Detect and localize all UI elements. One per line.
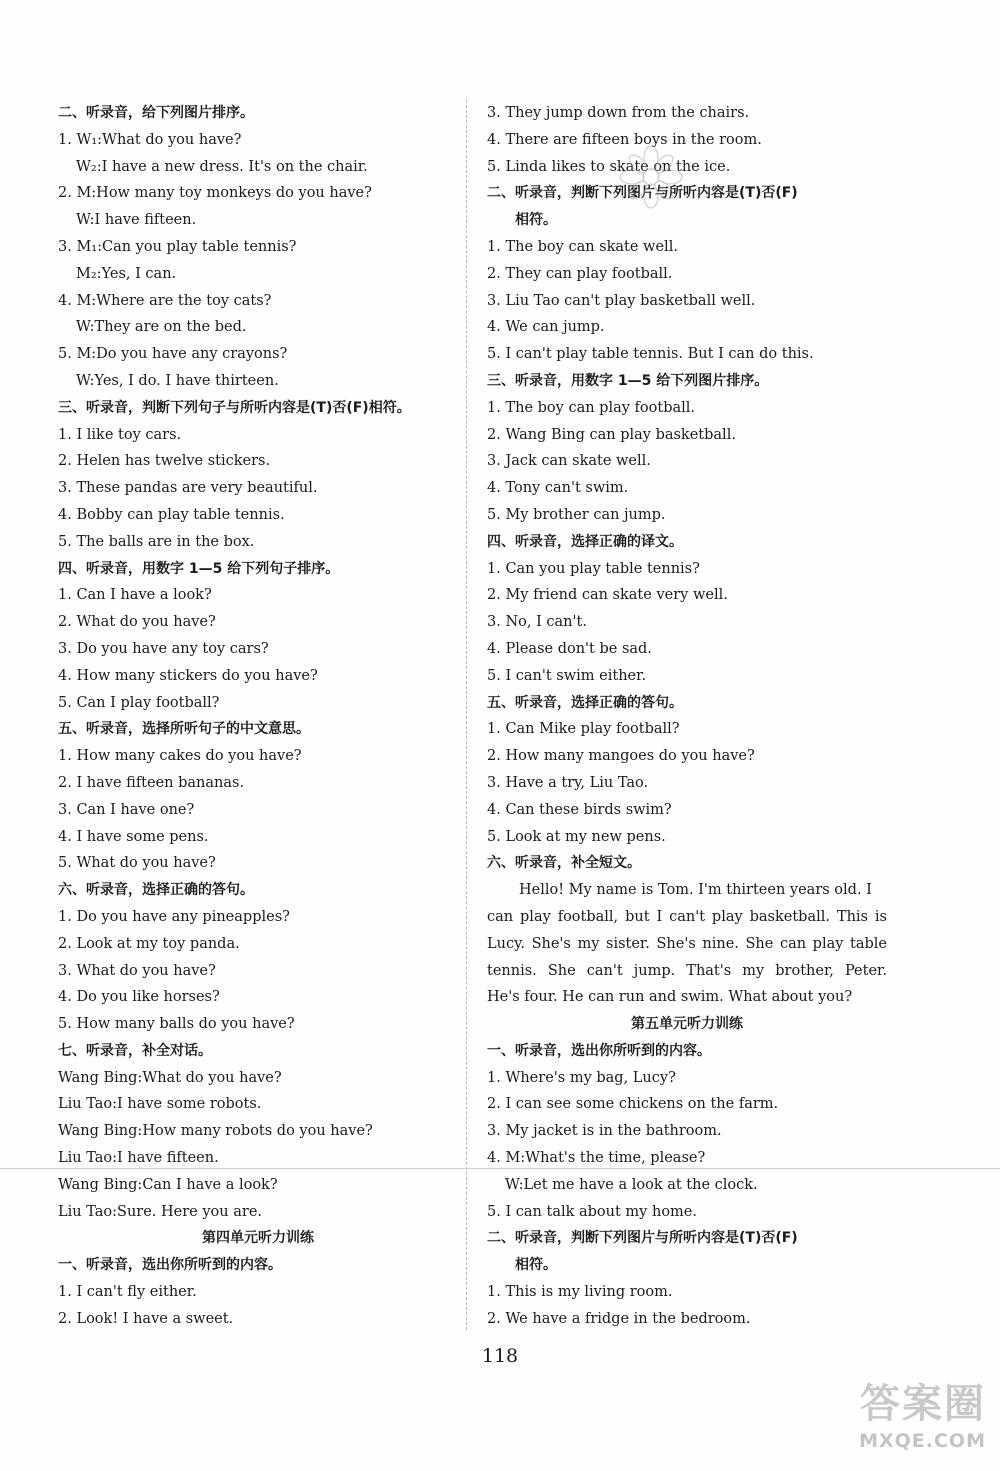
item-line: 4. There are fifteen boys in the room. xyxy=(487,131,762,148)
item-line: Wang Bing:What do you have? xyxy=(58,1069,282,1086)
item-line: Liu Tao:I have fifteen. xyxy=(58,1150,219,1167)
item-line: 5. I can't play table tennis. But I can do this. xyxy=(487,346,814,363)
section-heading: 五、听录音，选择正确的答句。 xyxy=(487,694,683,711)
item-line: 5. The balls are in the box. xyxy=(58,533,255,550)
item-line: 2. I have fifteen bananas. xyxy=(58,774,245,791)
dialogue-line: W:Yes, I do. I have thirteen. xyxy=(76,372,279,389)
item-line: 2. Look! I have a sweet. xyxy=(58,1310,234,1327)
item-line: 2. M:How many toy monkeys do you have? xyxy=(58,185,372,202)
watermark-logo-text: 答案圈 xyxy=(860,1381,986,1427)
item-line: 4. M:What's the time, please? xyxy=(487,1150,706,1167)
section-heading: 五、听录音，选择所听句子的中文意思。 xyxy=(58,721,310,738)
section-heading: 二、听录音，给下列图片排序。 xyxy=(58,105,254,121)
item-line: 3. They jump down from the chairs. xyxy=(487,105,750,121)
section-heading: 一、听录音，选出你所听到的内容。 xyxy=(58,1257,282,1274)
section-heading: 三、听录音，用数字 1—5 给下列图片排序。 xyxy=(487,372,769,389)
item-line: 5. Look at my new pens. xyxy=(487,828,666,845)
item-line: 4. Tony can't swim. xyxy=(487,480,629,497)
paragraph-line: Hello! My name is Tom. I'm thirteen years old. I xyxy=(519,882,872,899)
item-line: 4. How many stickers do you have? xyxy=(58,667,318,684)
dialogue-line: W:They are on the bed. xyxy=(76,319,247,336)
item-line: 5. I can talk about my home. xyxy=(487,1203,697,1220)
item-line: 5. My brother can jump. xyxy=(487,506,666,523)
item-line: 1. How many cakes do you have? xyxy=(58,748,302,765)
page-number: 118 xyxy=(481,1345,519,1367)
item-line: 3. Can I have one? xyxy=(58,801,195,818)
item-line: 5. Linda likes to skate on the ice. xyxy=(487,158,731,175)
item-line: 3. Do you have any toy cars? xyxy=(58,640,269,657)
item-line: He's four. He can run and swim. What about you? xyxy=(487,989,853,1006)
item-line: 5. How many balls do you have? xyxy=(58,1016,295,1033)
item-line: 2. We have a fridge in the bedroom. xyxy=(487,1310,751,1327)
section-heading: 一、听录音，选出你所听到的内容。 xyxy=(487,1042,711,1059)
item-line: 2. My friend can skate very well. xyxy=(487,587,728,604)
item-line: 2. How many mangoes do you have? xyxy=(487,748,755,765)
item-line: 4. M:Where are the toy cats? xyxy=(58,292,272,309)
paragraph-line: can play football, but I can't play basketball. This is xyxy=(487,908,887,925)
scan-fold-line xyxy=(0,1168,1000,1169)
left-column xyxy=(58,100,458,1333)
item-line: 1. Do you have any pineapples? xyxy=(58,908,290,925)
item-line: 4. We can jump. xyxy=(487,319,605,336)
item-line: 4. I have some pens. xyxy=(58,828,209,845)
item-line: 3. What do you have? xyxy=(58,962,216,979)
item-line: 2. What do you have? xyxy=(58,614,216,631)
item-line: 1. Can Mike play football? xyxy=(487,721,680,738)
section-heading: 七、听录音，补全对话。 xyxy=(58,1042,212,1059)
dialogue-line: M₂:Yes, I can. xyxy=(76,265,177,282)
item-line: 2. They can play football. xyxy=(487,265,673,282)
dialogue-line: W:Let me have a look at the clock. xyxy=(505,1176,758,1193)
item-line: 1. I can't fly either. xyxy=(58,1284,197,1301)
item-line: Wang Bing:How many robots do you have? xyxy=(58,1123,373,1140)
item-line: 5. M:Do you have any crayons? xyxy=(58,346,288,363)
section-heading: 二、听录音，判断下列图片与所听内容是(T)否(F) xyxy=(487,1230,798,1247)
item-line: 3. My jacket is in the bathroom. xyxy=(487,1123,722,1140)
item-line: 1. This is my living room. xyxy=(487,1284,673,1301)
item-line: 4. Do you like horses? xyxy=(58,989,220,1006)
item-line: Liu Tao:Sure. Here you are. xyxy=(58,1203,263,1220)
item-line: 1. W₁:What do you have? xyxy=(58,131,242,148)
section-heading: 四、听录音，用数字 1—5 给下列句子排序。 xyxy=(58,560,340,577)
item-line: 3. Have a try, Liu Tao. xyxy=(487,774,649,791)
item-line: Liu Tao:I have some robots. xyxy=(58,1096,262,1113)
item-line: 1. The boy can skate well. xyxy=(487,238,678,255)
column-divider xyxy=(466,100,467,1330)
item-line: 1. I like toy cars. xyxy=(58,426,182,443)
item-line: 3. No, I can't. xyxy=(487,614,587,631)
item-line: 1. The boy can play football. xyxy=(487,399,695,416)
item-line: 5. What do you have? xyxy=(58,855,216,872)
section-heading: 四、听录音，选择正确的译文。 xyxy=(487,533,683,550)
item-line: 3. Jack can skate well. xyxy=(487,453,651,470)
item-line: 3. M₁:Can you play table tennis? xyxy=(58,238,297,255)
item-line: 4. Please don't be sad. xyxy=(487,640,652,657)
item-line: 3. These pandas are very beautiful. xyxy=(58,480,318,497)
paragraph-line: tennis. She can't jump. That's my brother, Peter. xyxy=(487,962,887,979)
dialogue-line: W₂:I have a new dress. It's on the chair. xyxy=(76,158,368,175)
item-line: 5. Can I play football? xyxy=(58,694,220,711)
right-column xyxy=(487,100,887,1333)
dialogue-line: W:I have fifteen. xyxy=(76,212,197,229)
flower-stamp-icon xyxy=(612,138,690,216)
section-heading: 六、听录音，选择正确的答句。 xyxy=(58,882,254,899)
paragraph-line: Lucy. She's my sister. She's nine. She can play table xyxy=(487,935,887,952)
item-line: 1. Where's my bag, Lucy? xyxy=(487,1069,676,1086)
item-line: 2. I can see some chickens on the farm. xyxy=(487,1096,779,1113)
item-line: Wang Bing:Can I have a look? xyxy=(58,1176,278,1193)
item-line: 4. Bobby can play table tennis. xyxy=(58,506,285,523)
section-heading: 三、听录音，判断下列句子与所听内容是(T)否(F)相符。 xyxy=(58,399,411,416)
item-line: 2. Wang Bing can play basketball. xyxy=(487,426,736,443)
unit-title: 第五单元听力训练 xyxy=(631,1016,743,1033)
item-line: 5. I can't swim either. xyxy=(487,667,647,684)
item-line: 2. Look at my toy panda. xyxy=(58,935,240,952)
section-heading: 六、听录音，补全短文。 xyxy=(487,855,641,872)
unit-title: 第四单元听力训练 xyxy=(202,1230,314,1247)
section-heading-continued: 相符。 xyxy=(515,1257,557,1274)
item-line: 2. Helen has twelve stickers. xyxy=(58,453,271,470)
section-heading-continued: 相符。 xyxy=(515,212,557,229)
item-line: 1. Can I have a look? xyxy=(58,587,212,604)
watermark-site-text: MXQE.COM xyxy=(859,1430,986,1452)
item-line: 3. Liu Tao can't play basketball well. xyxy=(487,292,756,309)
site-watermark-logo xyxy=(800,1378,986,1468)
item-line: 1. Can you play table tennis? xyxy=(487,560,700,577)
section-heading: 二、听录音，判断下列图片与所听内容是(T)否(F) xyxy=(487,185,798,202)
item-line: 4. Can these birds swim? xyxy=(487,801,672,818)
